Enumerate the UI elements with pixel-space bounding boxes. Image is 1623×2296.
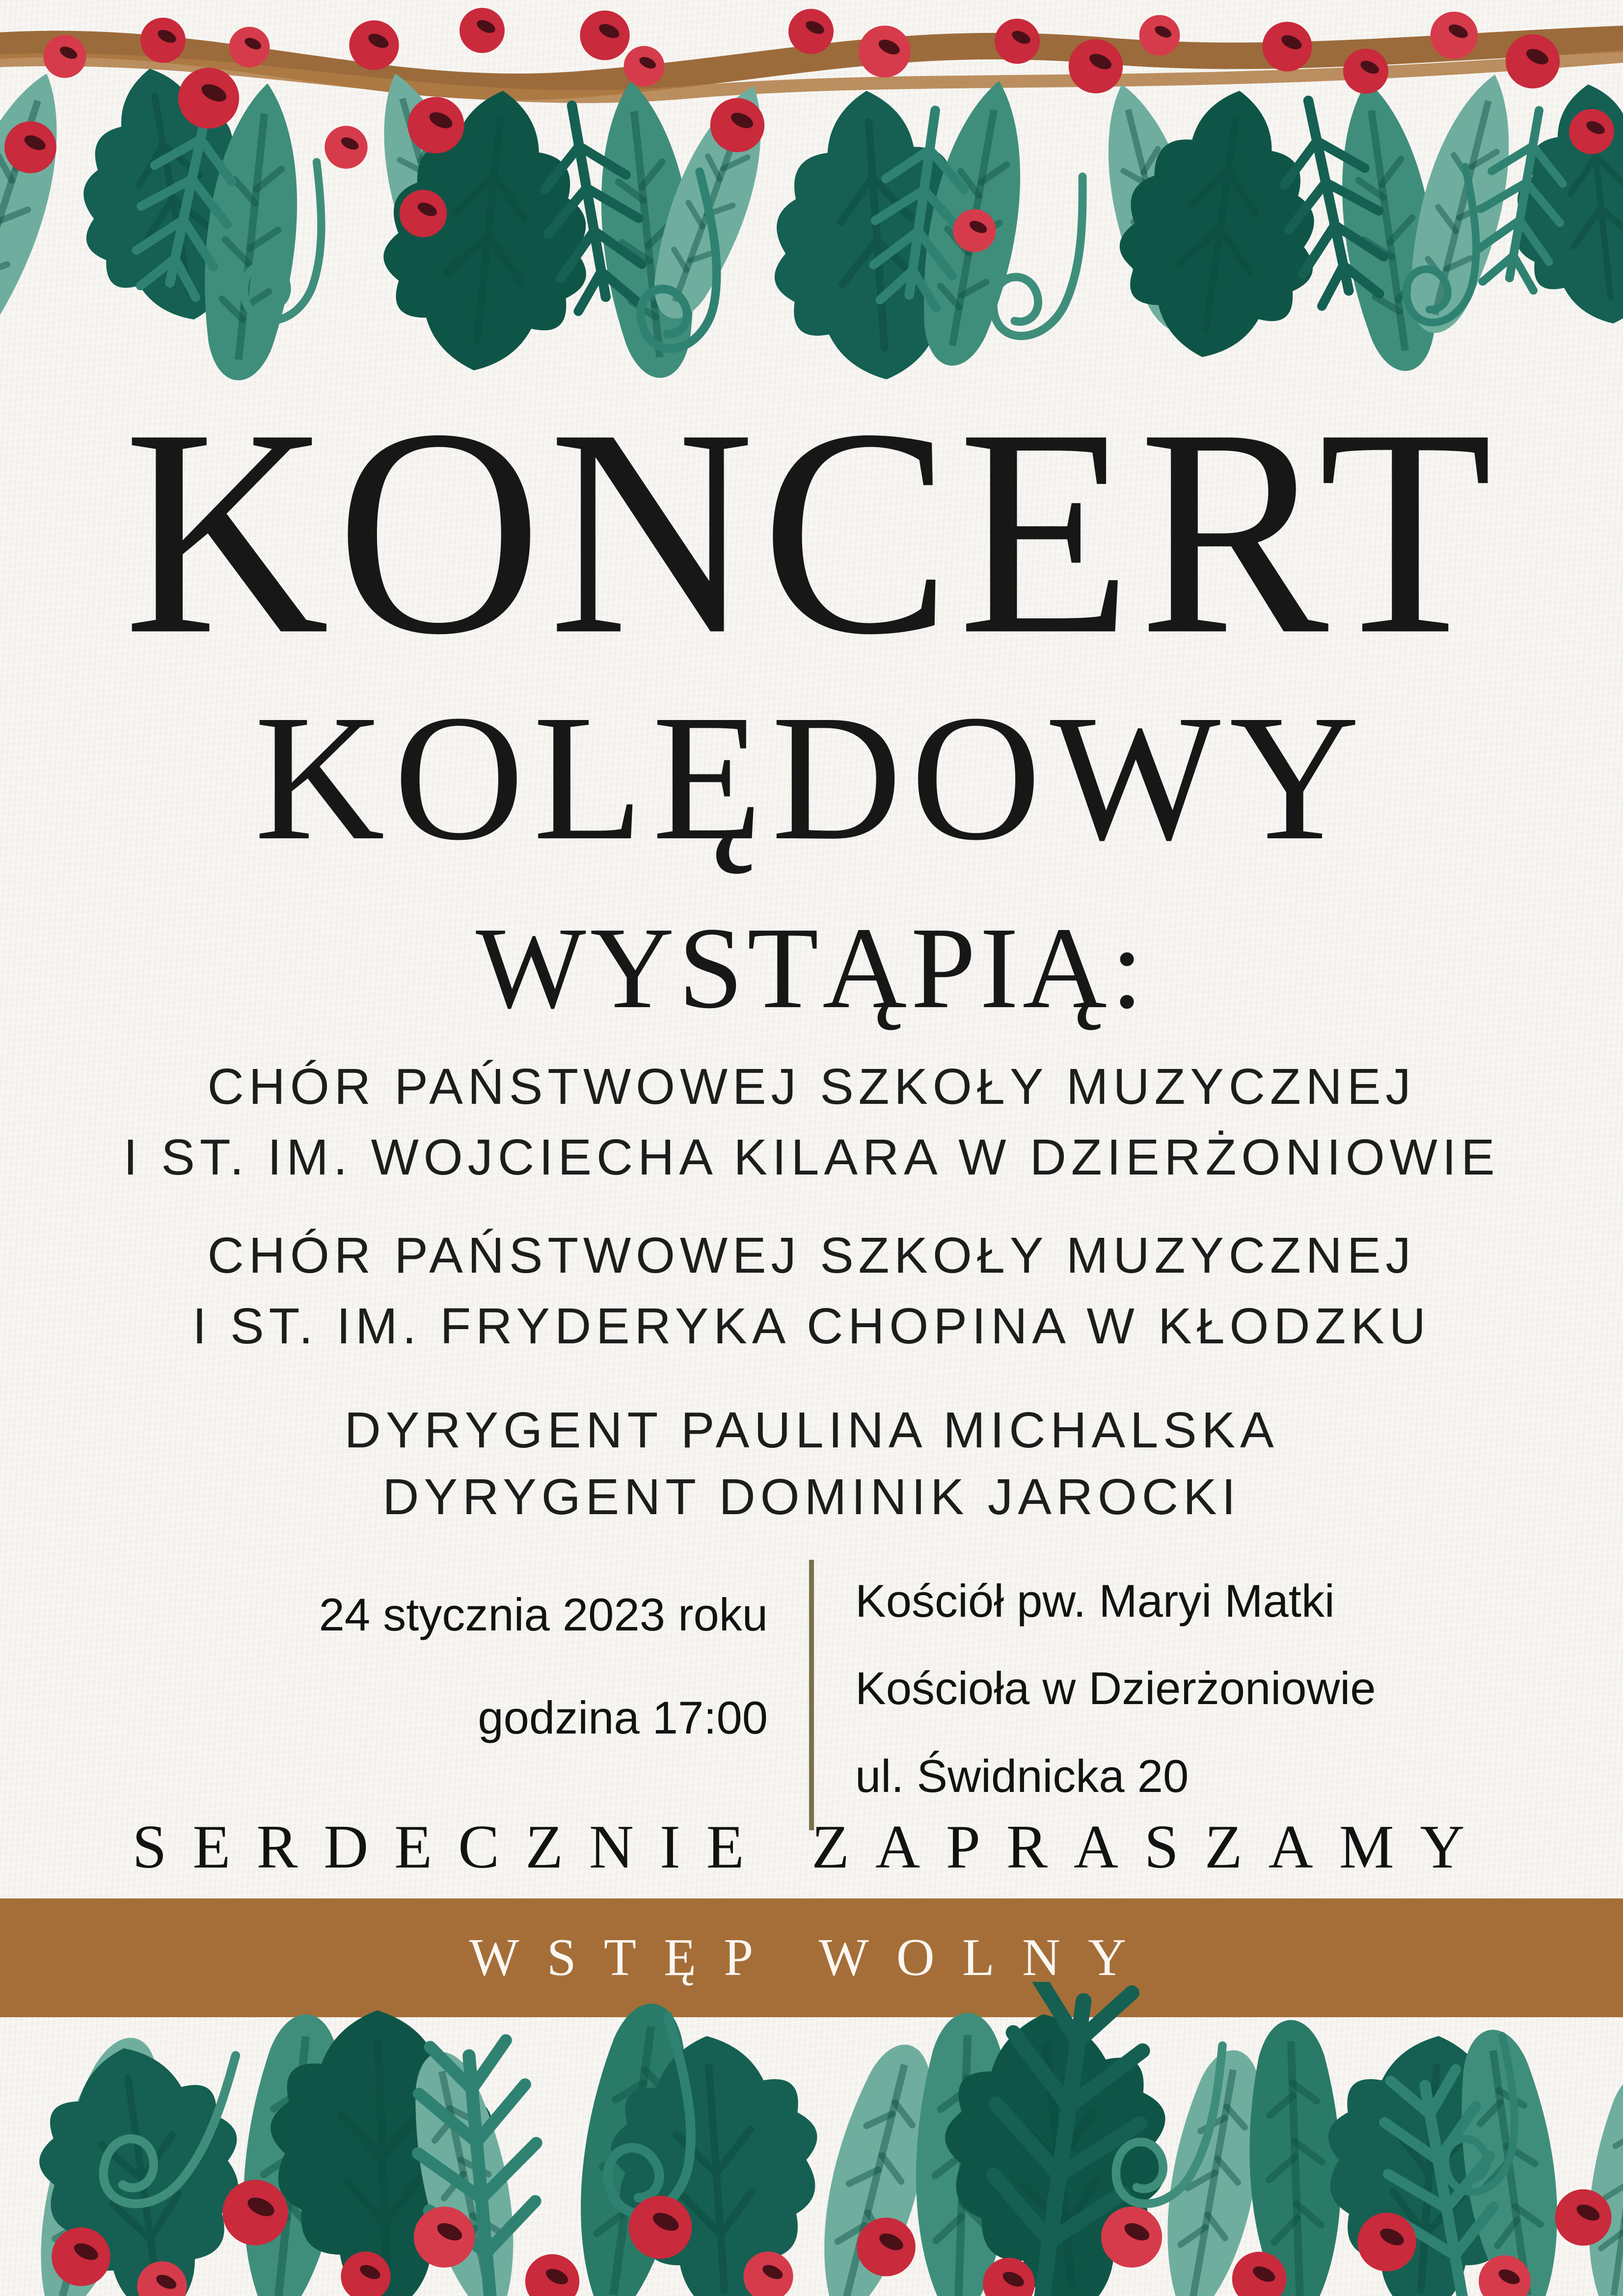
poster-title-line2: KOLĘDOWY xyxy=(254,677,1369,878)
conductor-1: DYRYGENT PAULINA MICHALSKA xyxy=(344,1402,1279,1458)
performer-2-line-2: I ST. IM. FRYDERYKA CHOPINA W KŁODZKU xyxy=(192,1298,1431,1354)
poster-title-line1: KONCERT xyxy=(123,368,1500,696)
venue-line-1: Kościół pw. Maryi Matki xyxy=(855,1575,1335,1627)
divider-line xyxy=(809,1560,814,1830)
event-venue xyxy=(814,1560,1455,1830)
event-date: 24 stycznia 2023 roku xyxy=(319,1589,768,1640)
event-date-time xyxy=(168,1560,809,1830)
performer-2-line-1: CHÓR PAŃSTWOWEJ SZKOŁY MUZYCZNEJ xyxy=(207,1227,1416,1283)
performer-1-line-2: I ST. IM. WOJCIECHA KILARA W DZIERŻONIOWIE xyxy=(123,1129,1500,1185)
lineup-heading: WYSTĄPIĄ: xyxy=(476,904,1147,1033)
event-time: godzina 17:00 xyxy=(478,1692,768,1744)
invitation-text: SERDECZNIE ZAPRASZAMY xyxy=(132,1813,1491,1881)
event-details xyxy=(168,1560,1455,1830)
venue-line-2: Kościoła w Dzierżoniowie xyxy=(855,1662,1376,1714)
admission-text: WSTĘP WOLNY xyxy=(469,1928,1154,1987)
venue-line-3: ul. Świdnicka 20 xyxy=(855,1750,1189,1802)
conductor-2: DYRYGENT DOMINIK JAROCKI xyxy=(382,1468,1241,1525)
performer-1-line-1: CHÓR PAŃSTWOWEJ SZKOŁY MUZYCZNEJ xyxy=(207,1058,1416,1115)
